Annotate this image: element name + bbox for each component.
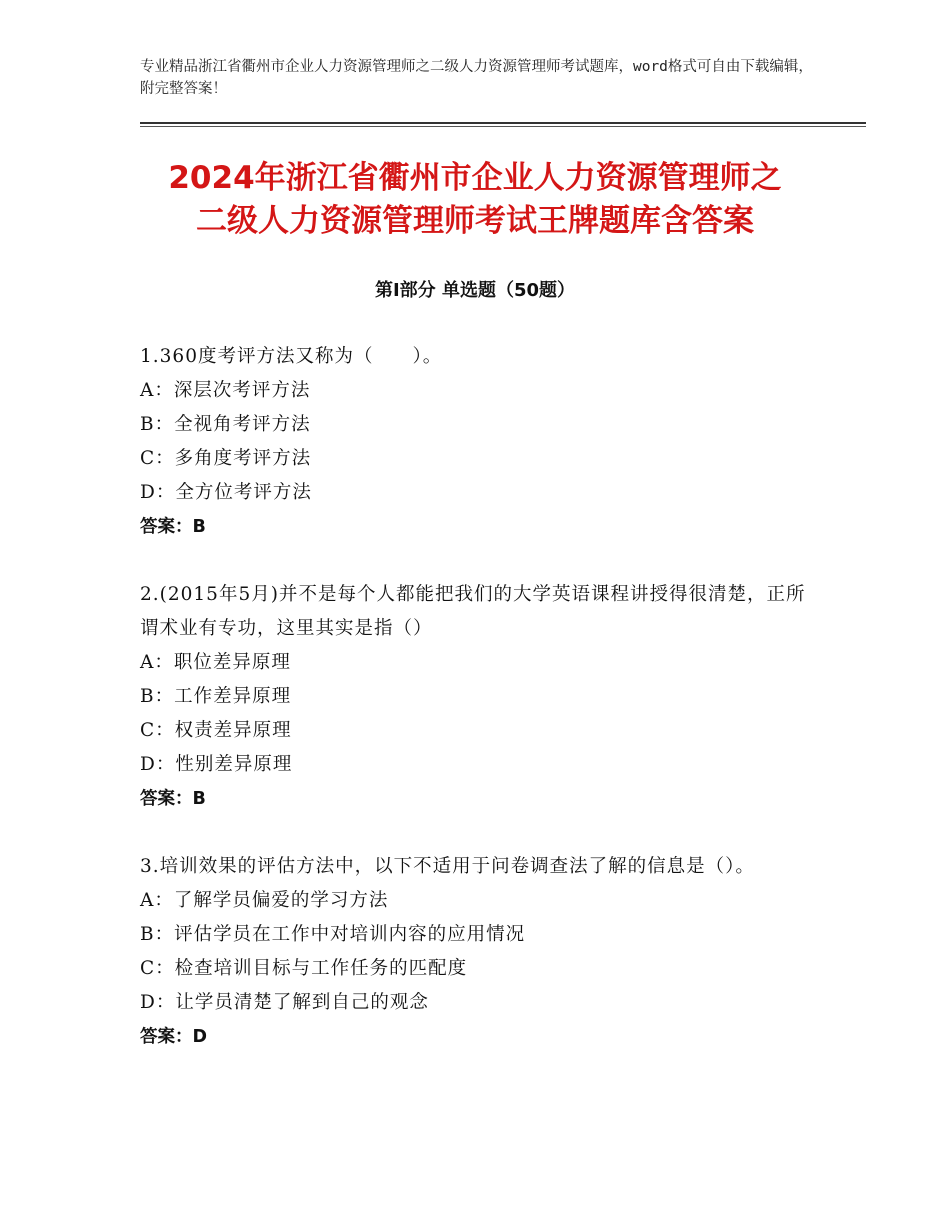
option-a: A：了解学员偏爱的学习方法 — [140, 890, 389, 911]
header-note: 专业精品浙江省衢州市企业人力资源管理师之二级人力资源管理师考试题库，word格式可自由下载编辑，附完整答案！ — [140, 59, 813, 97]
option-b: B：全视角考评方法 — [140, 414, 311, 435]
option-d: D：全方位考评方法 — [140, 482, 312, 503]
option-b: B：工作差异原理 — [140, 686, 292, 707]
header-rule-thick — [140, 122, 866, 124]
question-1 — [140, 340, 820, 544]
option-a: A：职位差异原理 — [140, 652, 291, 673]
option-a: A：深层次考评方法 — [140, 380, 311, 401]
question-stem: 3.培训效果的评估方法中，以下不适用于问卷调查法了解的信息是（）。 — [140, 856, 755, 877]
document-title — [100, 157, 850, 243]
question-stem: 2.(2015年5月)并不是每个人都能把我们的大学英语课程讲授得很清楚，正所谓术业有专功，这里其实是指（） — [140, 584, 806, 639]
question-2 — [140, 578, 820, 816]
option-c: C：权责差异原理 — [140, 720, 292, 741]
question-stem: 1.360度考评方法又称为（ ）。 — [140, 346, 443, 367]
question-list — [140, 340, 820, 1088]
option-d: D：性别差异原理 — [140, 754, 293, 775]
answer: 答案：B — [140, 517, 206, 537]
header-rule-thin — [140, 126, 866, 127]
title-line-2: 二级人力资源管理师考试王牌题库含答案 — [196, 203, 754, 239]
title-line-1: 2024年浙江省衢州市企业人力资源管理师之 — [168, 160, 782, 196]
option-c: C：多角度考评方法 — [140, 448, 312, 469]
option-b: B：评估学员在工作中对培训内容的应用情况 — [140, 924, 526, 945]
option-c: C：检查培训目标与工作任务的匹配度 — [140, 958, 468, 979]
question-3 — [140, 850, 820, 1054]
section-heading: 第Ⅰ部分 单选题（50题） — [374, 280, 575, 301]
option-d: D：让学员清楚了解到自己的观念 — [140, 992, 429, 1013]
answer: 答案：B — [140, 789, 206, 809]
answer: 答案：D — [140, 1027, 208, 1047]
